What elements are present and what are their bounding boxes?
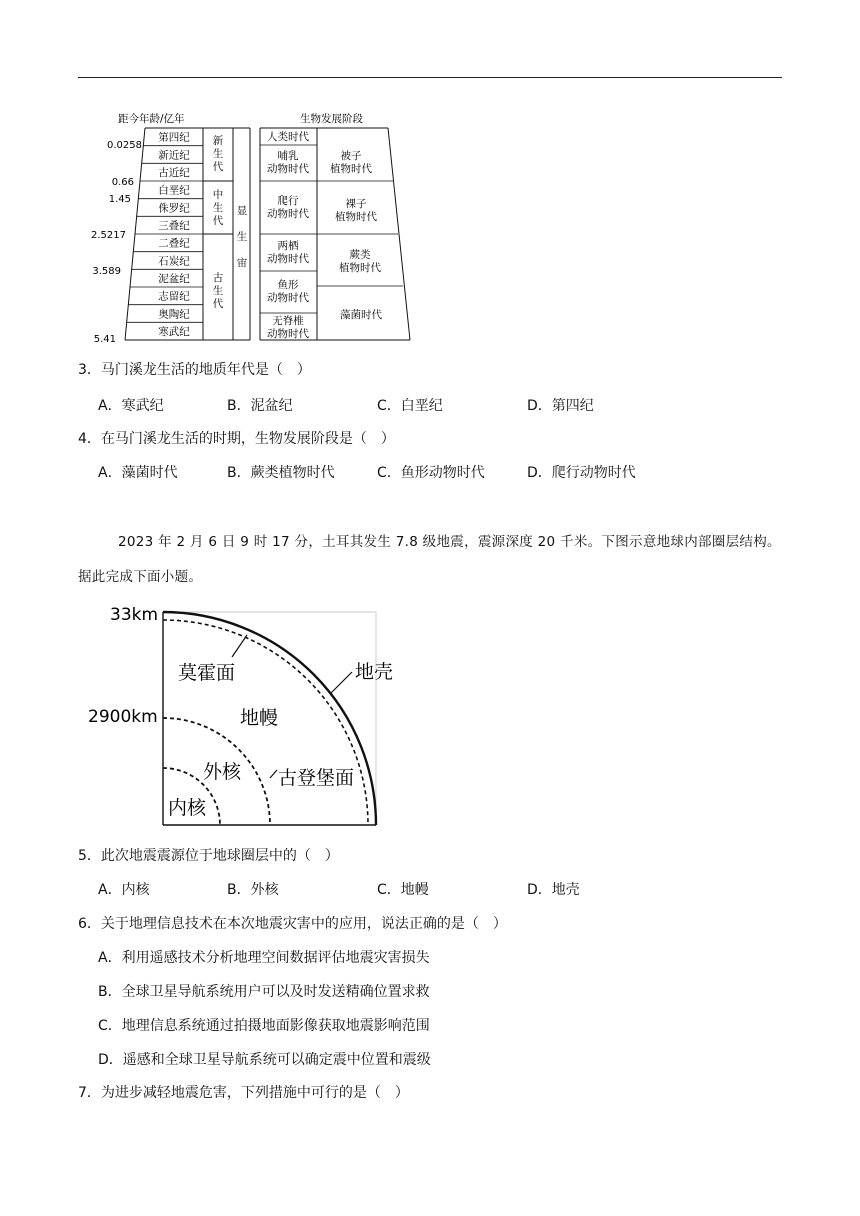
svg-text:0.66: 0.66 bbox=[111, 177, 134, 188]
svg-text:裸子: 裸子 bbox=[345, 198, 367, 210]
period-label: 泥盆纪 bbox=[158, 273, 190, 286]
q3-option-d[interactable]: D．第四纪 bbox=[527, 398, 594, 414]
depth-2900km: 2900km bbox=[88, 707, 158, 727]
svg-text:动物时代: 动物时代 bbox=[267, 253, 309, 265]
period-label: 三叠纪 bbox=[158, 220, 190, 233]
svg-text:代: 代 bbox=[212, 298, 224, 310]
period-label: 寒武纪 bbox=[158, 326, 190, 339]
moho-label: 莫霍面 bbox=[178, 662, 236, 684]
outer-core-label: 外核 bbox=[203, 761, 242, 783]
timeline-header-age: 距今年龄/亿年 bbox=[118, 113, 185, 125]
era-paleozoic: 古 bbox=[212, 272, 224, 284]
period-label: 志留纪 bbox=[158, 290, 190, 303]
svg-text:植物时代: 植物时代 bbox=[330, 163, 372, 175]
question-6: 6．关于地理信息技术在本次地震灾害中的应用，说法正确的是（ ） bbox=[78, 916, 507, 932]
period-label: 古近纪 bbox=[158, 167, 190, 180]
svg-text:动物时代: 动物时代 bbox=[267, 163, 309, 175]
depth-33km: 33km bbox=[110, 605, 159, 625]
q6-option-c[interactable]: C．地理信息系统通过拍摄地面影像获取地震影响范围 bbox=[98, 1018, 430, 1034]
svg-text:0.0258: 0.0258 bbox=[107, 140, 142, 151]
question-5: 5．此次地震震源位于地球圈层中的（ ） bbox=[78, 848, 339, 864]
period-label: 白垩纪 bbox=[158, 184, 190, 197]
svg-text:代: 代 bbox=[212, 215, 224, 227]
era-mesozoic: 中 bbox=[212, 189, 224, 201]
timeline-header-stage: 生物发展阶段 bbox=[300, 113, 363, 125]
q4-option-d[interactable]: D．爬行动物时代 bbox=[527, 465, 636, 481]
svg-text:两栖: 两栖 bbox=[277, 240, 299, 252]
period-label: 侏罗纪 bbox=[158, 202, 190, 215]
svg-text:生: 生 bbox=[236, 231, 248, 243]
crust-label: 地壳 bbox=[355, 661, 394, 683]
svg-text:蕨类: 蕨类 bbox=[349, 249, 371, 261]
svg-text:生: 生 bbox=[212, 285, 224, 297]
period-label: 第四纪 bbox=[158, 131, 190, 144]
svg-text:鱼形: 鱼形 bbox=[277, 279, 299, 291]
q4-option-b[interactable]: B．蕨类植物时代 bbox=[227, 465, 335, 481]
inner-core-label: 内核 bbox=[168, 797, 207, 819]
period-label: 奥陶纪 bbox=[158, 308, 190, 321]
svg-text:无脊椎: 无脊椎 bbox=[272, 315, 304, 327]
svg-text:1.45: 1.45 bbox=[108, 194, 131, 205]
q5-option-d[interactable]: D．地壳 bbox=[527, 882, 580, 898]
passage-line-1: 2023 年 2 月 6 日 9 时 17 分，土耳其发生 7.8 级地震，震源深度 20 千米。下图示意地球内部圈层结构。 bbox=[118, 534, 781, 550]
svg-text:5.41: 5.41 bbox=[93, 334, 116, 344]
q3-option-a[interactable]: A．寒武纪 bbox=[98, 398, 164, 414]
svg-text:动物时代: 动物时代 bbox=[267, 208, 309, 220]
q6-option-d[interactable]: D．遥感和全球卫星导航系统可以确定震中位置和震级 bbox=[98, 1052, 431, 1068]
q3-option-b[interactable]: B．泥盆纪 bbox=[227, 398, 293, 414]
period-label: 二叠纪 bbox=[158, 237, 190, 250]
question-3: 3．马门溪龙生活的地质年代是（ ） bbox=[78, 362, 311, 378]
svg-text:动物时代: 动物时代 bbox=[267, 328, 309, 340]
q5-option-c[interactable]: C．地幔 bbox=[377, 882, 429, 898]
question-7: 7．为进步减轻地震危害，下列措施中可行的是（ ） bbox=[78, 1085, 409, 1101]
svg-text:被子: 被子 bbox=[340, 150, 362, 162]
geologic-timeline-diagram bbox=[70, 108, 415, 344]
eon-label: 显 bbox=[236, 205, 248, 217]
svg-text:哺乳: 哺乳 bbox=[277, 150, 299, 162]
svg-text:3.589: 3.589 bbox=[92, 266, 121, 277]
svg-text:代: 代 bbox=[212, 161, 224, 173]
q4-option-c[interactable]: C．鱼形动物时代 bbox=[377, 465, 485, 481]
era-cenozoic-1: 新 bbox=[212, 135, 224, 147]
q6-option-a[interactable]: A．利用遥感技术分析地理空间数据评估地震灾害损失 bbox=[98, 950, 430, 966]
passage-line-2: 据此完成下面小题。 bbox=[78, 569, 203, 585]
svg-text:生: 生 bbox=[212, 148, 224, 160]
header-rule bbox=[78, 77, 782, 78]
question-4: 4．在马门溪龙生活的时期，生物发展阶段是（ ） bbox=[78, 431, 395, 447]
gutenberg-label: 古登堡面 bbox=[278, 767, 355, 789]
svg-text:宙: 宙 bbox=[236, 257, 248, 269]
svg-text:爬行: 爬行 bbox=[277, 195, 299, 207]
svg-text:生: 生 bbox=[212, 202, 224, 214]
period-label: 石炭纪 bbox=[158, 255, 190, 268]
stage-human: 人类时代 bbox=[267, 131, 309, 143]
q5-option-a[interactable]: A．内核 bbox=[98, 882, 150, 898]
q4-option-a[interactable]: A．藻菌时代 bbox=[98, 465, 178, 481]
svg-text:植物时代: 植物时代 bbox=[339, 262, 381, 274]
svg-text:动物时代: 动物时代 bbox=[267, 292, 309, 304]
q3-option-c[interactable]: C．白垩纪 bbox=[377, 398, 443, 414]
q5-option-b[interactable]: B．外核 bbox=[227, 882, 279, 898]
earth-interior-diagram bbox=[80, 600, 410, 835]
svg-text:2.5217: 2.5217 bbox=[91, 230, 126, 241]
mantle-label: 地幔 bbox=[240, 707, 279, 729]
svg-text:植物时代: 植物时代 bbox=[335, 211, 377, 223]
q6-option-b[interactable]: B．全球卫星导航系统用户可以及时发送精确位置求救 bbox=[98, 984, 430, 1000]
stage-algae: 藻菌时代 bbox=[340, 309, 382, 321]
period-label: 新近纪 bbox=[158, 149, 190, 162]
